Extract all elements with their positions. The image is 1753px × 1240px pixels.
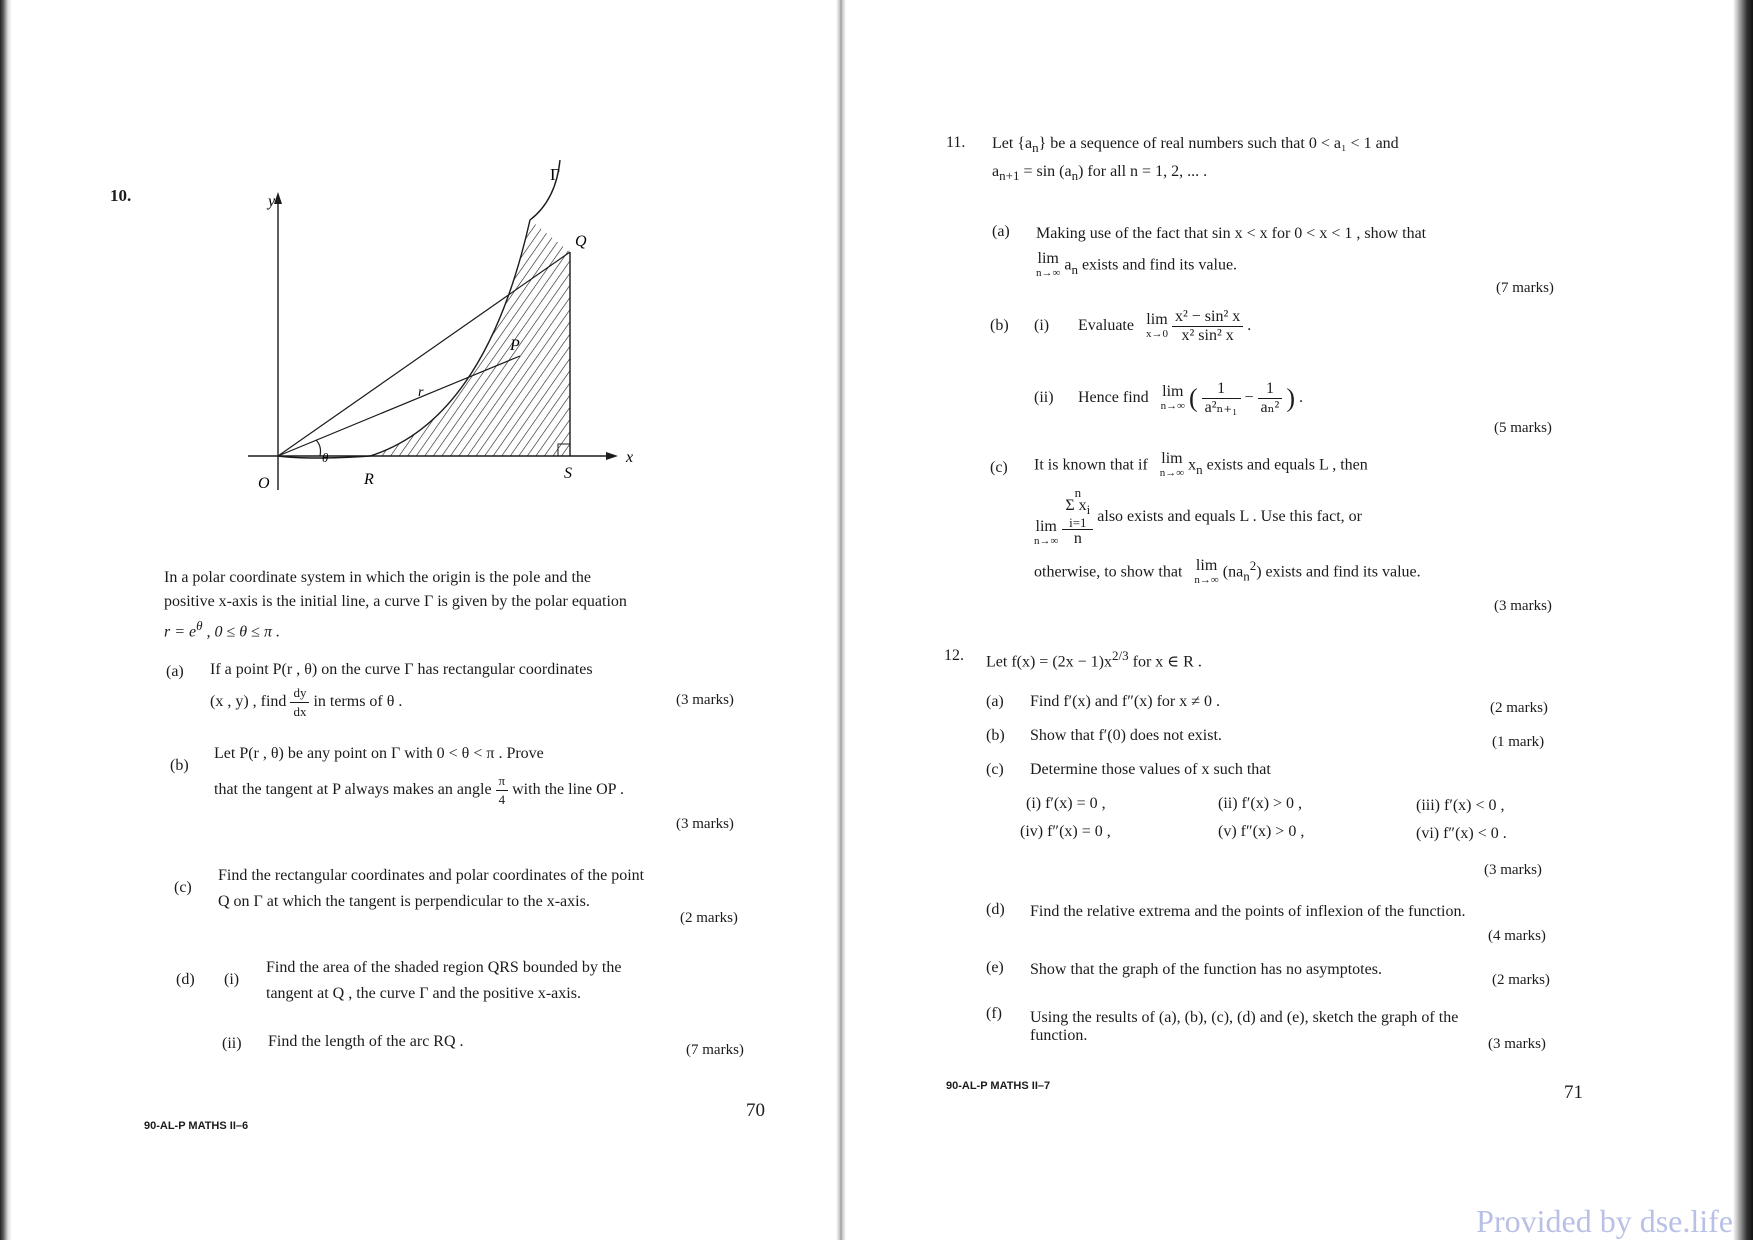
q12-stem: Let $f(x) = (2x - 1)x^{2/3}$ for x ∈ R . <box>986 648 1202 671</box>
theta-arc <box>316 440 321 456</box>
label-q: Q <box>575 233 587 250</box>
q12c-iv: (iv) f″(x) = 0 , <box>1020 823 1111 840</box>
q10-intro-line1: In a polar coordinate system in which the origin is the pole and the <box>164 569 591 586</box>
q11c-line2: lim n→∞ n Σ $x_i$ i=1 n also exists and equals L . Use this fact, or <box>1034 485 1362 548</box>
q11b-i-limit: lim x→0 <box>1145 310 1168 340</box>
q10b-marks: (3 marks) <box>676 816 734 832</box>
q10d-i-line1: Find the area of the shaded region QRS bounded by the <box>266 959 622 976</box>
q11c-marks: (3 marks) <box>1494 598 1552 614</box>
label-s: S <box>564 465 572 482</box>
q10c-line2: Q on Γ at which the tangent is perpendicular to the x-axis. <box>218 893 590 910</box>
q10d-i-label: (i) <box>224 971 240 988</box>
scan-edge-right <box>1733 0 1753 1240</box>
q12f-line2: function. <box>1030 1027 1088 1044</box>
q12d-text: Find the relative extrema and the points of inflexion of the function. <box>1030 903 1466 920</box>
q10a-line1: If a point P(r , θ) on the curve Γ has rectangular coordinates <box>210 661 593 678</box>
q10a-label: (a) <box>166 663 184 680</box>
q12d-marks: (4 marks) <box>1488 928 1546 944</box>
q10a-marks: (3 marks) <box>676 692 734 708</box>
q11-stem-line2: $a_{n+1} = \sin (a_n)$ for all n = 1, 2, ... . <box>992 163 1208 184</box>
label-x: x <box>626 449 634 466</box>
q10c-line1: Find the rectangular coordinates and polar coordinates of the point <box>218 867 645 884</box>
dy-dx-fraction: $\frac{dy}{dx}$ <box>290 684 309 721</box>
q12b-text: Show that f′(0) does not exist. <box>1030 727 1222 744</box>
q11b-label: (b) <box>990 317 1009 334</box>
q12e-text: Show that the graph of the function has no asymptotes. <box>1030 961 1382 978</box>
q10-intro-line3: $r = e^\theta$ , 0 ≤ θ ≤ π . <box>164 618 280 641</box>
q12b-label: (b) <box>986 727 1005 744</box>
q10b-label: (b) <box>170 757 189 774</box>
q11b-ii-limit: lim n→∞ <box>1160 382 1185 412</box>
q11c-line3: otherwise, to show that lim n→∞ $(na_n^2)$ exists and find its value. <box>1034 556 1421 586</box>
q10b-line1: Let P(r , θ) be any point on Γ with 0 < θ < π . Prove <box>214 745 544 762</box>
q11b-i-label: (i) <box>1034 317 1050 334</box>
q12a-label: (a) <box>986 693 1004 710</box>
label-gamma: Γ <box>550 165 560 184</box>
polar-curve-figure <box>230 160 650 500</box>
label-r-radius: r <box>418 385 424 400</box>
q12f-marks: (3 marks) <box>1488 1036 1546 1052</box>
label-o: O <box>258 475 270 492</box>
q10d-ii-line: Find the length of the arc RQ . <box>268 1033 464 1050</box>
q10d-i-line2: tangent at Q , the curve Γ and the positive x-axis. <box>266 985 581 1002</box>
label-r: R <box>364 471 374 488</box>
question-11-number: 11. <box>946 134 966 151</box>
label-theta: θ <box>322 450 329 465</box>
q11a-limit: lim n→∞ <box>1036 250 1061 279</box>
right-page-number: 71 <box>1564 1082 1583 1103</box>
q11-stem-line1: Let $\{a_n\}$ be a sequence of real numbers such that 0 < a₁ < 1 and <box>992 135 1399 156</box>
y-axis-arrow <box>274 192 282 204</box>
question-12-number: 12. <box>944 647 964 664</box>
q11b-marks: (5 marks) <box>1494 420 1552 436</box>
q12c-label: (c) <box>986 761 1004 778</box>
q11b-i-expression: Evaluate lim x→0 $\frac{\text{x² − sin² x}}{\text{x² sin² x}}$ . <box>1078 308 1252 344</box>
book-gutter <box>836 0 846 1240</box>
sum-fraction: n Σ $x_i$ i=1 n <box>1062 486 1093 548</box>
label-p: P <box>510 337 520 354</box>
q12c-vi: (vi) f″(x) < 0 . <box>1416 825 1507 842</box>
q12c-i: (i) f′(x) = 0 , <box>1026 795 1106 812</box>
q12e-label: (e) <box>986 959 1004 976</box>
q11a-label: (a) <box>992 223 1010 240</box>
q11c-label: (c) <box>990 459 1008 476</box>
shaded-region-qrs <box>370 220 570 456</box>
q11b-ii-label: (ii) <box>1034 389 1054 406</box>
q12f-line1: Using the results of (a), (b), (c), (d) and (e), sketch the graph of the <box>1030 1009 1459 1026</box>
question-10-number: 10. <box>110 186 132 205</box>
pi-over-4-fraction: $\frac{\pi}{4}$ <box>496 772 509 809</box>
q12c-iii: (iii) f′(x) < 0 , <box>1416 797 1505 814</box>
scan-edge-left <box>0 0 12 1240</box>
q10-intro-line2: positive x-axis is the initial line, a curve Γ is given by the polar equation <box>164 593 627 610</box>
label-y: y <box>268 193 276 210</box>
left-page-number: 70 <box>746 1100 765 1121</box>
q10c-label: (c) <box>174 879 192 896</box>
x-axis-arrow <box>606 452 618 460</box>
right-footer-code: 90-AL-P MATHS II–7 <box>946 1080 1051 1092</box>
left-footer-code: 90-AL-P MATHS II–6 <box>144 1120 249 1132</box>
q12c-v: (v) f″(x) > 0 , <box>1218 823 1305 840</box>
q12c-ii: (ii) f′(x) > 0 , <box>1218 795 1303 812</box>
q11b-i-fraction: $\frac{\text{x² − sin² x}}{\text{x² sin² x}}$ <box>1172 308 1243 345</box>
q10a-line2: (x , y) , find $\frac{dy}{dx}$ in terms of θ . <box>210 685 403 719</box>
q12c-marks: (3 marks) <box>1484 862 1542 878</box>
q11c-line1: It is known that if lim n→∞ $x_n$ exists and equals L , then <box>1034 450 1368 479</box>
q11a-marks: (7 marks) <box>1496 280 1554 296</box>
watermark: Provided by dse.life <box>1476 1203 1733 1239</box>
q10d-ii-label: (ii) <box>222 1035 242 1052</box>
q10d-marks: (7 marks) <box>686 1042 744 1058</box>
q12b-marks: (1 mark) <box>1492 734 1545 750</box>
q12a-text: Find f′(x) and f″(x) for x ≠ 0 . <box>1030 693 1221 710</box>
q10c-marks: (2 marks) <box>680 910 738 926</box>
q11b-ii-expression: Hence find lim n→∞ ( $\frac{1}{\text{a²ₙ₊₁}}$ − $\frac{1}{\text{aₙ²}}$ ) . <box>1078 380 1304 416</box>
q12a-marks: (2 marks) <box>1490 700 1548 716</box>
q11a-line2: lim n→∞ $a_n$ exists and find its value. <box>1036 250 1238 279</box>
q10d-label: (d) <box>176 971 195 988</box>
q12d-label: (d) <box>986 901 1005 918</box>
q11a-line1: Making use of the fact that sin x < x for 0 < x < 1 , show that <box>1036 225 1427 242</box>
q10b-line2: that the tangent at P always makes an angle $\frac{\pi}{4}$ with the line OP . <box>214 773 624 807</box>
q12c-text: Determine those values of x such that <box>1030 761 1271 778</box>
q12e-marks: (2 marks) <box>1492 972 1550 988</box>
q12f-label: (f) <box>986 1005 1002 1022</box>
